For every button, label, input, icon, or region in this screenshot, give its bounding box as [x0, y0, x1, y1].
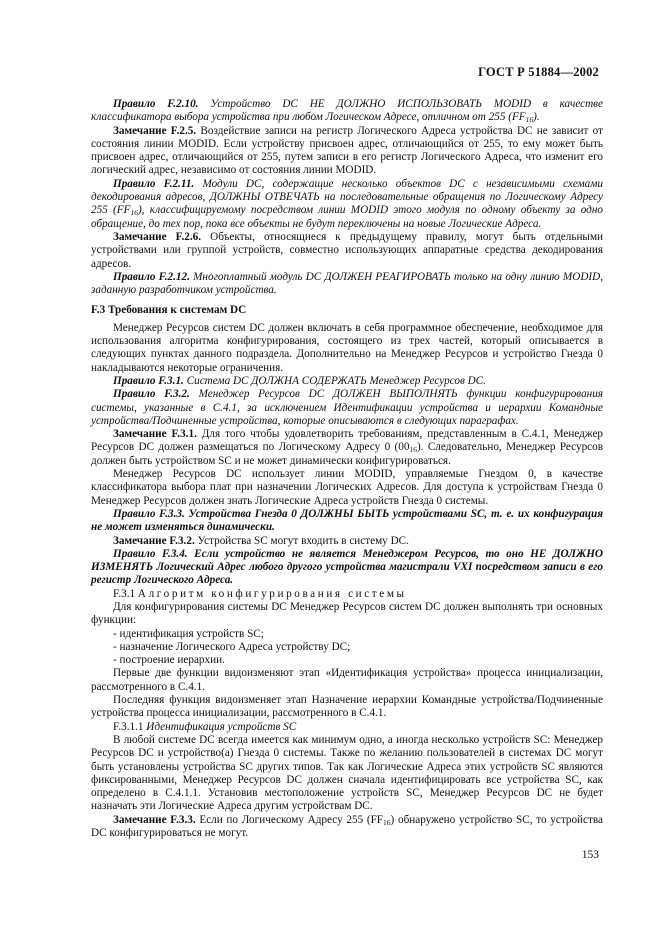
note-label: Замечание F.2.6. — [113, 230, 202, 243]
rule-label: Правило F.2.12. — [113, 270, 190, 283]
note-text: Объекты, относящиеся к предыдущему правилу, могут быть отдельными устройствами или группой устройств, совместно использующих аппаратные средства декодирования адресов. — [91, 230, 604, 270]
note-f3-2 — [91, 535, 603, 548]
rule-text-end: ), классифицируемому посредством линии MODID этого модуля по одному объекту за одно обращение, до тех пор, пока все объекты не будут переключены на новые Логические Адреса. — [91, 204, 603, 230]
rule-text: Многоплатный модуль DC ДОЛЖЕН РЕАГИРОВАТЬ только на одну линию MODID, заданную разработчиком устройства. — [91, 270, 604, 297]
subscript: 16 — [130, 208, 138, 218]
subsection-heading-f3-1-1 — [91, 721, 603, 734]
rule-text-end: ). — [533, 111, 540, 124]
rule-f3-1 — [91, 375, 603, 388]
rule-f2-10 — [91, 98, 603, 125]
note-f2-6 — [91, 231, 603, 271]
subsection-title: Идентификация устройств SC — [146, 720, 297, 733]
rule-text: Система DC ДОЛЖНА СОДЕРЖАТЬ Менеджер Ресурсов DC. — [186, 374, 486, 387]
note-label: Замечание F.2.5. — [113, 124, 197, 137]
note-label: Замечание F.3.3. — [113, 813, 196, 826]
rule-f2-12 — [91, 271, 603, 298]
note-text: Для того чтобы удовлетворить требованиям, представленным в С.4.1, Менеджер Ресурсов DC должен размещаться по Логическому Адресу 0 (00 — [91, 428, 604, 454]
subscript: 16 — [525, 115, 534, 125]
list-item: - построение иерархии. — [113, 654, 225, 667]
note-label: Замечание F.3.1. — [113, 428, 197, 441]
note-text: Устройства SC могут входить в систему DC. — [197, 534, 409, 547]
note-text: Если по Логическому Адресу 255 (FF — [199, 813, 384, 826]
subsection-heading-f3-1 — [91, 588, 603, 601]
list-item: - идентификация устройств SC; — [113, 627, 264, 640]
para-modid: Менеджер Ресурсов DC использует линии MODID, управляемые Гнездом 0, в качестве классификатора выбора плат при назначении Логических Адресов. Для доступа к устройствам Гнезда 0 Менеджер Ресурсов должен знать Логические Адреса устройств Гнезда 0 системы. — [91, 468, 603, 507]
para-last: Последняя функция видоизменяет этап Назначение иерархии Командные устройства/Подчиненные устройства процесса инициализации, рассмотренного в С.4.1. — [91, 694, 603, 720]
note-text-end: ). Следовательно, Менеджер Ресурсов должен быть устройством SC и не может динамически конфигурироваться. — [91, 441, 603, 467]
rule-f3-2 — [91, 388, 603, 428]
note-label: Замечание F.3.2. — [113, 534, 195, 547]
page-body — [91, 98, 603, 840]
standard-header: ГОСТ Р 51884—2002 — [478, 65, 599, 79]
section-heading-f3: F.3 Требования к системам DC — [91, 304, 247, 317]
note-f2-5 — [91, 125, 603, 178]
f3-intro: Менеджер Ресурсов систем DC должен включать в себя программное обеспечение, необходимое для использования алгоритма конфигурирования, состоящего из трех частей, который описывается в следующих пунктах данного подраздела. Дополнительно на Менеджер Ресурсов и устройство Гнезда 0 накладываются некоторые ограничения. — [91, 321, 603, 374]
rule-f3-4 — [91, 548, 603, 588]
rule-text: Если устройство не является Менеджером Ресурсов, то оно НЕ ДОЛЖНО ИЗМЕНЯТЬ Логический Адрес любого другого устройства магистрали VXI посредством записи в его регистр Логического Адреса. — [91, 547, 604, 587]
note-f3-1 — [91, 428, 603, 468]
rule-label: Правило F.2.11. — [113, 177, 195, 190]
rule-text: Устройства Гнезда 0 ДОЛЖНЫ БЫТЬ устройствами SC, т. е. их конфигурация не может изменяться динамически. — [91, 507, 603, 534]
subsection-title: Алгоритм конфигурирования системы — [137, 587, 407, 600]
rule-label: Правило F.2.10. — [113, 98, 199, 110]
note-text-end: ) обнаружено устройство SC, то устройства DC конфигурироваться не могут. — [91, 813, 603, 840]
rule-label: Правило F.3.1. — [113, 374, 184, 387]
rule-text: Модули DC, содержащие несколько объектов DC с независимыми схемами декодирования адресов, ДОЛЖНЫ ОТВЕЧАТЬ на последовательные обращения по Логическому Адресу 255 (FF — [91, 177, 603, 217]
rule-f3-3 — [91, 508, 603, 535]
rule-label: Правило F.3.2. — [113, 388, 190, 401]
list-item: - назначение Логического Адреса устройству DC; — [113, 640, 351, 653]
f3-1-intro: Для конфигурирования системы DC Менеджер Ресурсов систем DC должен выполнять три основных функции: — [91, 600, 603, 627]
page-number: 153 — [581, 849, 599, 861]
rule-f2-11 — [91, 178, 603, 231]
rule-text: Менеджер Ресурсов DC ДОЛЖЕН ВЫПОЛНЯТЬ функции конфигурирования системы, указанные в С.4.1, за исключением Идентификации устройства и иерархии Командные устройства/Подчиненные устройства, которые описываются в следующих параграфах. — [91, 388, 604, 427]
subscript: 16 — [409, 445, 417, 455]
note-text: Воздействие записи на регистр Логического Адреса устройства DC не зависит от состояния линии MODID. Если устройству присвоен адрес, отличающийся от 255, то ему может быть присвоен адрес, отличающийся от 255, путем записи в его регистр Логического Адреса, что изменит его логический адрес, независимо от состояния линии MODID. — [91, 124, 603, 177]
subsection-number: F.3.1 — [113, 587, 136, 600]
note-f3-3 — [91, 814, 603, 841]
para-first-two: Первые две функции видоизменяют этап «Идентификация устройства» процесса инициализации, рассмотренного в С.4.1. — [91, 667, 603, 693]
rule-label: Правило F.3.3. — [113, 507, 185, 520]
rule-text: Устройство DC НЕ ДОЛЖНО ИСПОЛЬЗОВАТЬ MODID в качестве классификатора выбора устройства при любом Логическом Адресе, отличном от 255 (FF — [91, 98, 604, 124]
rule-label: Правило F.3.4. — [113, 547, 188, 560]
subsection-number: F.3.1.1 — [113, 720, 144, 733]
para-sc-identification: В любой системе DC всегда имеется как минимум одно, а иногда несколько устройств SC: Менеджер Ресурсов DC и устройство(а) Гнезда 0 системы. Также по желанию пользователей в системах DC могут быть установлены устройства SC других типов. Так как Логические Адреса этих устройств SC являются фиксированными, Менеджер Ресурсов DC должен сначала идентифицировать все устройства SC, как определено в С.4.1.1. Установив местоположение устройств SC, Менеджер Ресурсов DC не будет назначать эти Логические Адреса другим устройствам DC. — [91, 733, 603, 813]
subscript: 16 — [383, 817, 391, 827]
